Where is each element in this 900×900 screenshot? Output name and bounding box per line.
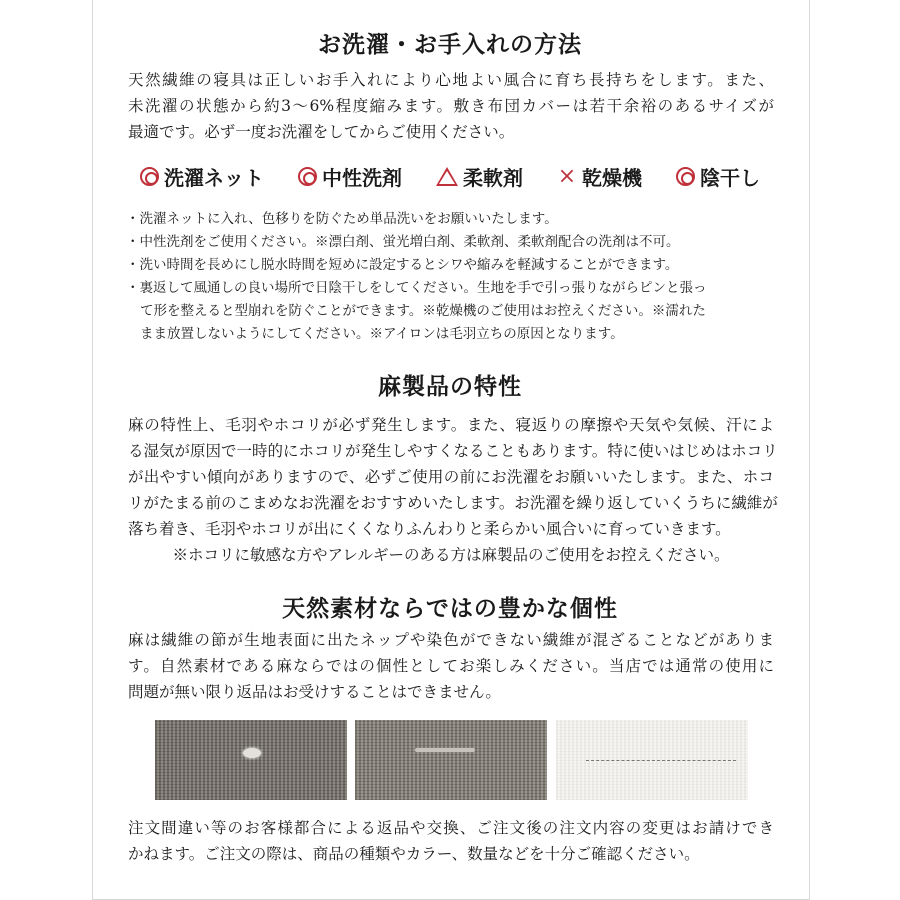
fabric-photo-white <box>556 720 748 800</box>
double-circle-icon <box>140 167 159 186</box>
intro-line: 天然繊維の寝具は正しいお手入れにより心地よい風合に育ち長持ちをします。また、 <box>128 71 774 89</box>
care-symbol-label: 中性洗剤 <box>322 166 402 190</box>
slub-mark <box>243 748 261 758</box>
fabric-photo-nep <box>355 720 547 800</box>
care-bullets <box>126 208 776 346</box>
intro-line: 最適です。必ず一度お洗濯をしてからご使用ください。 <box>128 123 515 141</box>
care-symbols <box>140 162 760 191</box>
section-heading-linen: 麻製品の特性 <box>378 373 522 400</box>
section-heading-natural: 天然素材ならではの豊かな個性 <box>282 595 618 622</box>
text-line: かねます。ご注文の際は、商品の種類やカラー、数量などを十分ご確認ください。 <box>128 845 700 863</box>
care-symbol-label: 陰干し <box>700 166 760 190</box>
text-line: が出やすい傾向がありますので、必ずご使用の前にお洗濯をお願いいたします。また、ホコ <box>128 468 774 486</box>
care-symbol-wash-net <box>140 162 264 191</box>
text-line: る湿気が原因で一時的にホコリが発生しやすくなることもあります。特に使いはじめはホコリ <box>128 442 778 460</box>
care-symbol-shade-dry <box>676 162 760 191</box>
triangle-icon <box>436 167 458 186</box>
care-symbol-softener <box>436 162 523 191</box>
footer-paragraph <box>128 815 774 867</box>
page-title: お洗濯・お手入れの方法 <box>318 31 582 58</box>
text-line: す。自然素材である麻ならではの個性としてお楽しみください。当店では通常の使用に <box>128 657 774 675</box>
care-symbol-label: 柔軟剤 <box>463 166 523 190</box>
fabric-photo-slub <box>155 720 347 800</box>
care-symbol-dryer <box>557 162 642 191</box>
bullet-line: て形を整えると型崩れを防ぐことができます。※乾燥機のご使用はお控えください。※濡れた <box>140 303 706 319</box>
text-line: 麻は繊維の節が生地表面に出たネップや染色ができない繊維が混ざることなどがありま <box>128 631 774 649</box>
care-symbol-label: 乾燥機 <box>582 166 642 190</box>
bullet-line: まま放置しないようにしてください。※アイロンは毛羽立ちの原因となります。 <box>140 326 624 342</box>
intro-paragraph <box>128 67 774 145</box>
text-line: 問題が無い限り返品はお受けすることはできません。 <box>128 683 501 701</box>
linen-paragraph <box>128 412 778 568</box>
bullet-line: ・裏返して風通しの良い場所で日陰干しをしてください。生地を手で引っ張りながらピンと張っ <box>126 280 707 296</box>
bullet-line: ・洗い時間を長めにし脱水時間を短めに設定するとシワや縮みを軽減することができます。 <box>126 257 679 273</box>
intro-line: 未洗濯の状態から約3〜6%程度縮みます。敷き布団カバーは若干余裕のあるサイズが <box>128 97 774 115</box>
thread-mark <box>586 760 736 762</box>
double-circle-icon <box>676 167 695 186</box>
double-circle-icon <box>298 167 317 186</box>
text-line: 麻の特性上、毛羽やホコリが必ず発生します。また、寝返りの摩擦や天気や気候、汗によ <box>128 416 774 434</box>
bullet-line: ・中性洗剤をご使用ください。※漂白剤、蛍光増白剤、柔軟剤、柔軟剤配合の洗剤は不可。 <box>126 234 680 250</box>
natural-paragraph <box>128 627 774 705</box>
text-line: 落ち着き、毛羽やホコリが出にくくなりふんわりと柔らかい風合いに育っていきます。 <box>128 520 731 538</box>
allergy-note: ※ホコリに敏感な方やアレルギーのある方は麻製品のご使用をお控えください。 <box>172 546 730 564</box>
care-symbol-label: 洗濯ネット <box>164 166 264 190</box>
nep-mark <box>415 748 475 752</box>
text-line: 注文間違い等のお客様都合による返品や交換、ご注文後の注文内容の変更はお請けでき <box>128 819 774 837</box>
text-line: リがたまる前のこまめなお洗濯をおすすめいたします。お洗濯を繰り返していくうちに繊維が <box>128 494 778 512</box>
bullet-line: ・洗濯ネットに入れ、色移りを防ぐため単品洗いをお願いいたします。 <box>126 211 558 227</box>
cross-icon: × <box>557 163 577 189</box>
care-symbol-neutral-detergent <box>298 162 402 191</box>
